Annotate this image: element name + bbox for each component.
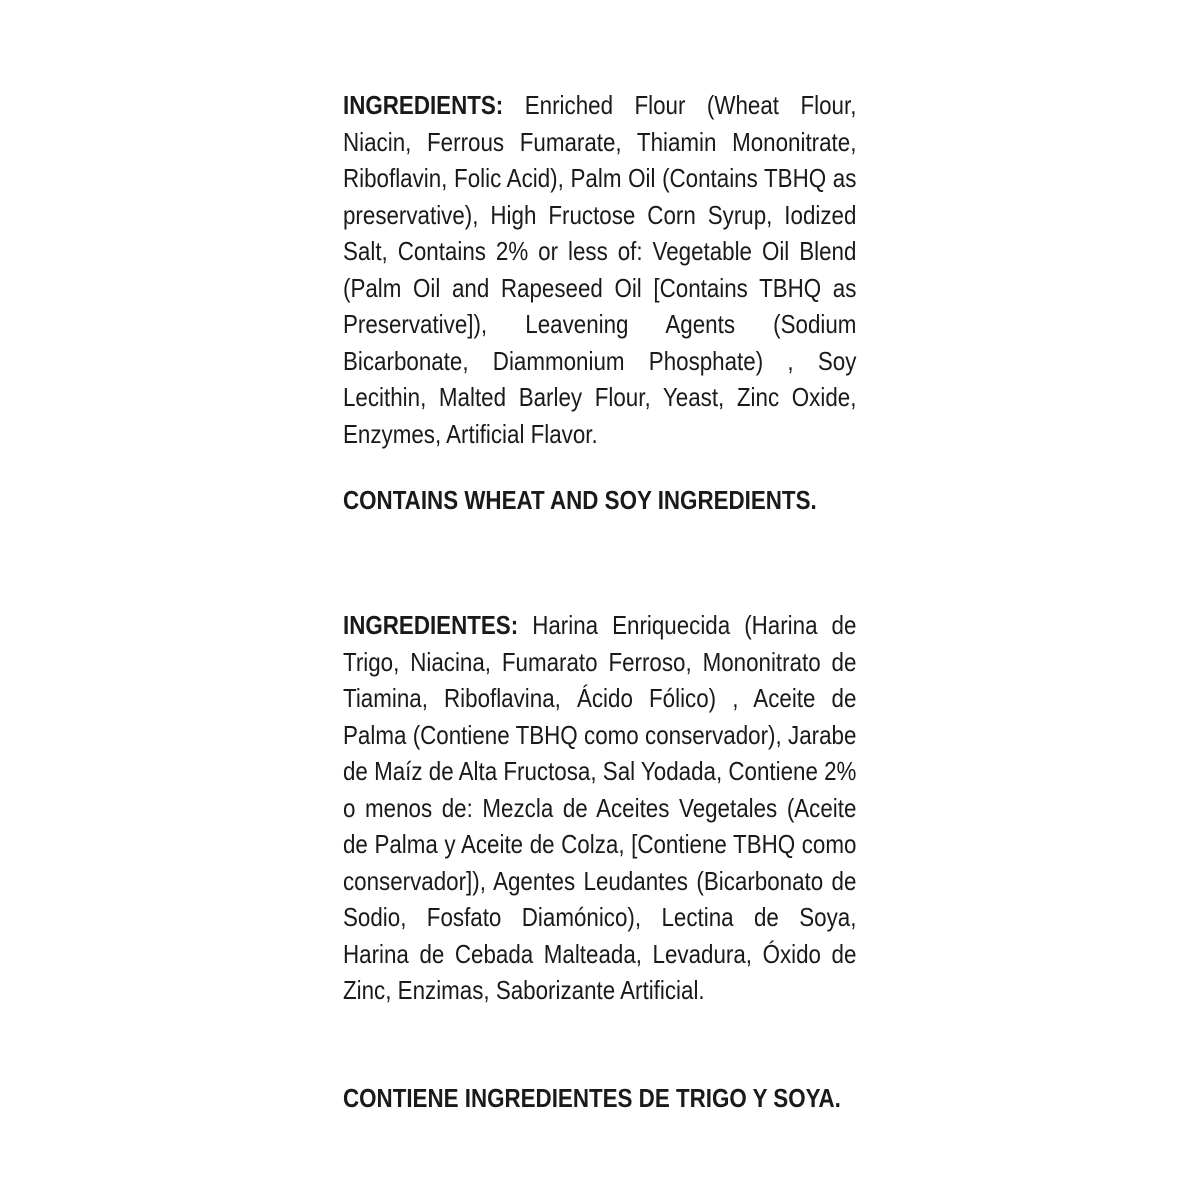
english-ingredients-text: Enriched Flour (Wheat Flour, Niacin, Ferrous Fumarate, Thiamin Mononitrate, Riboflavin, Folic Acid), Palm Oil (Contains TBHQ as preservative), High Fructose Corn Syrup, Iodized Salt, Contains 2% or less of: Vegetable Oil Blend (Palm Oil and Rapeseed Oil [Contains TBHQ as Preservative]), Leavening Agents (Sodium Bicarbonate, Diammonium Phosphate) , Soy Lecithin, Malted Barley Flour, Yeast, Zinc Oxide, Enzymes, Artificial Flavor. (343, 90, 857, 449)
spanish-allergen-statement: CONTIENE INGREDIENTES DE TRIGO Y SOYA. (343, 1083, 841, 1113)
english-allergen-statement: CONTAINS WHEAT AND SOY INGREDIENTS. (343, 485, 817, 515)
spanish-ingredients-label: INGREDIENTES: (343, 610, 519, 640)
spanish-ingredients-text: Harina Enriquecida (Harina de Trigo, Niacina, Fumarato Ferroso, Mononitrato de Tiamina, Riboflavina, Ácido Fólico) , Aceite de Palma (Contiene TBHQ como conservador), Jarabe de Maíz de Alta Fructosa, Sal Yodada, Contiene 2% o menos de: Mezcla de Aceites Vegetales (Aceite de Palma y Aceite de Colza, [Contiene TBHQ como conservador]), Agentes Leudantes (Bicarbonato de Sodio, Fosfato Diamónico), Lectina de Soya, Harina de Cebada Malteada, Levadura, Óxido de Zinc, Enzimas, Saborizante Artificial. (343, 610, 857, 1005)
english-ingredients-label: INGREDIENTS: (343, 90, 504, 120)
english-ingredients-paragraph (343, 87, 856, 452)
spanish-ingredients-paragraph (343, 607, 856, 1009)
